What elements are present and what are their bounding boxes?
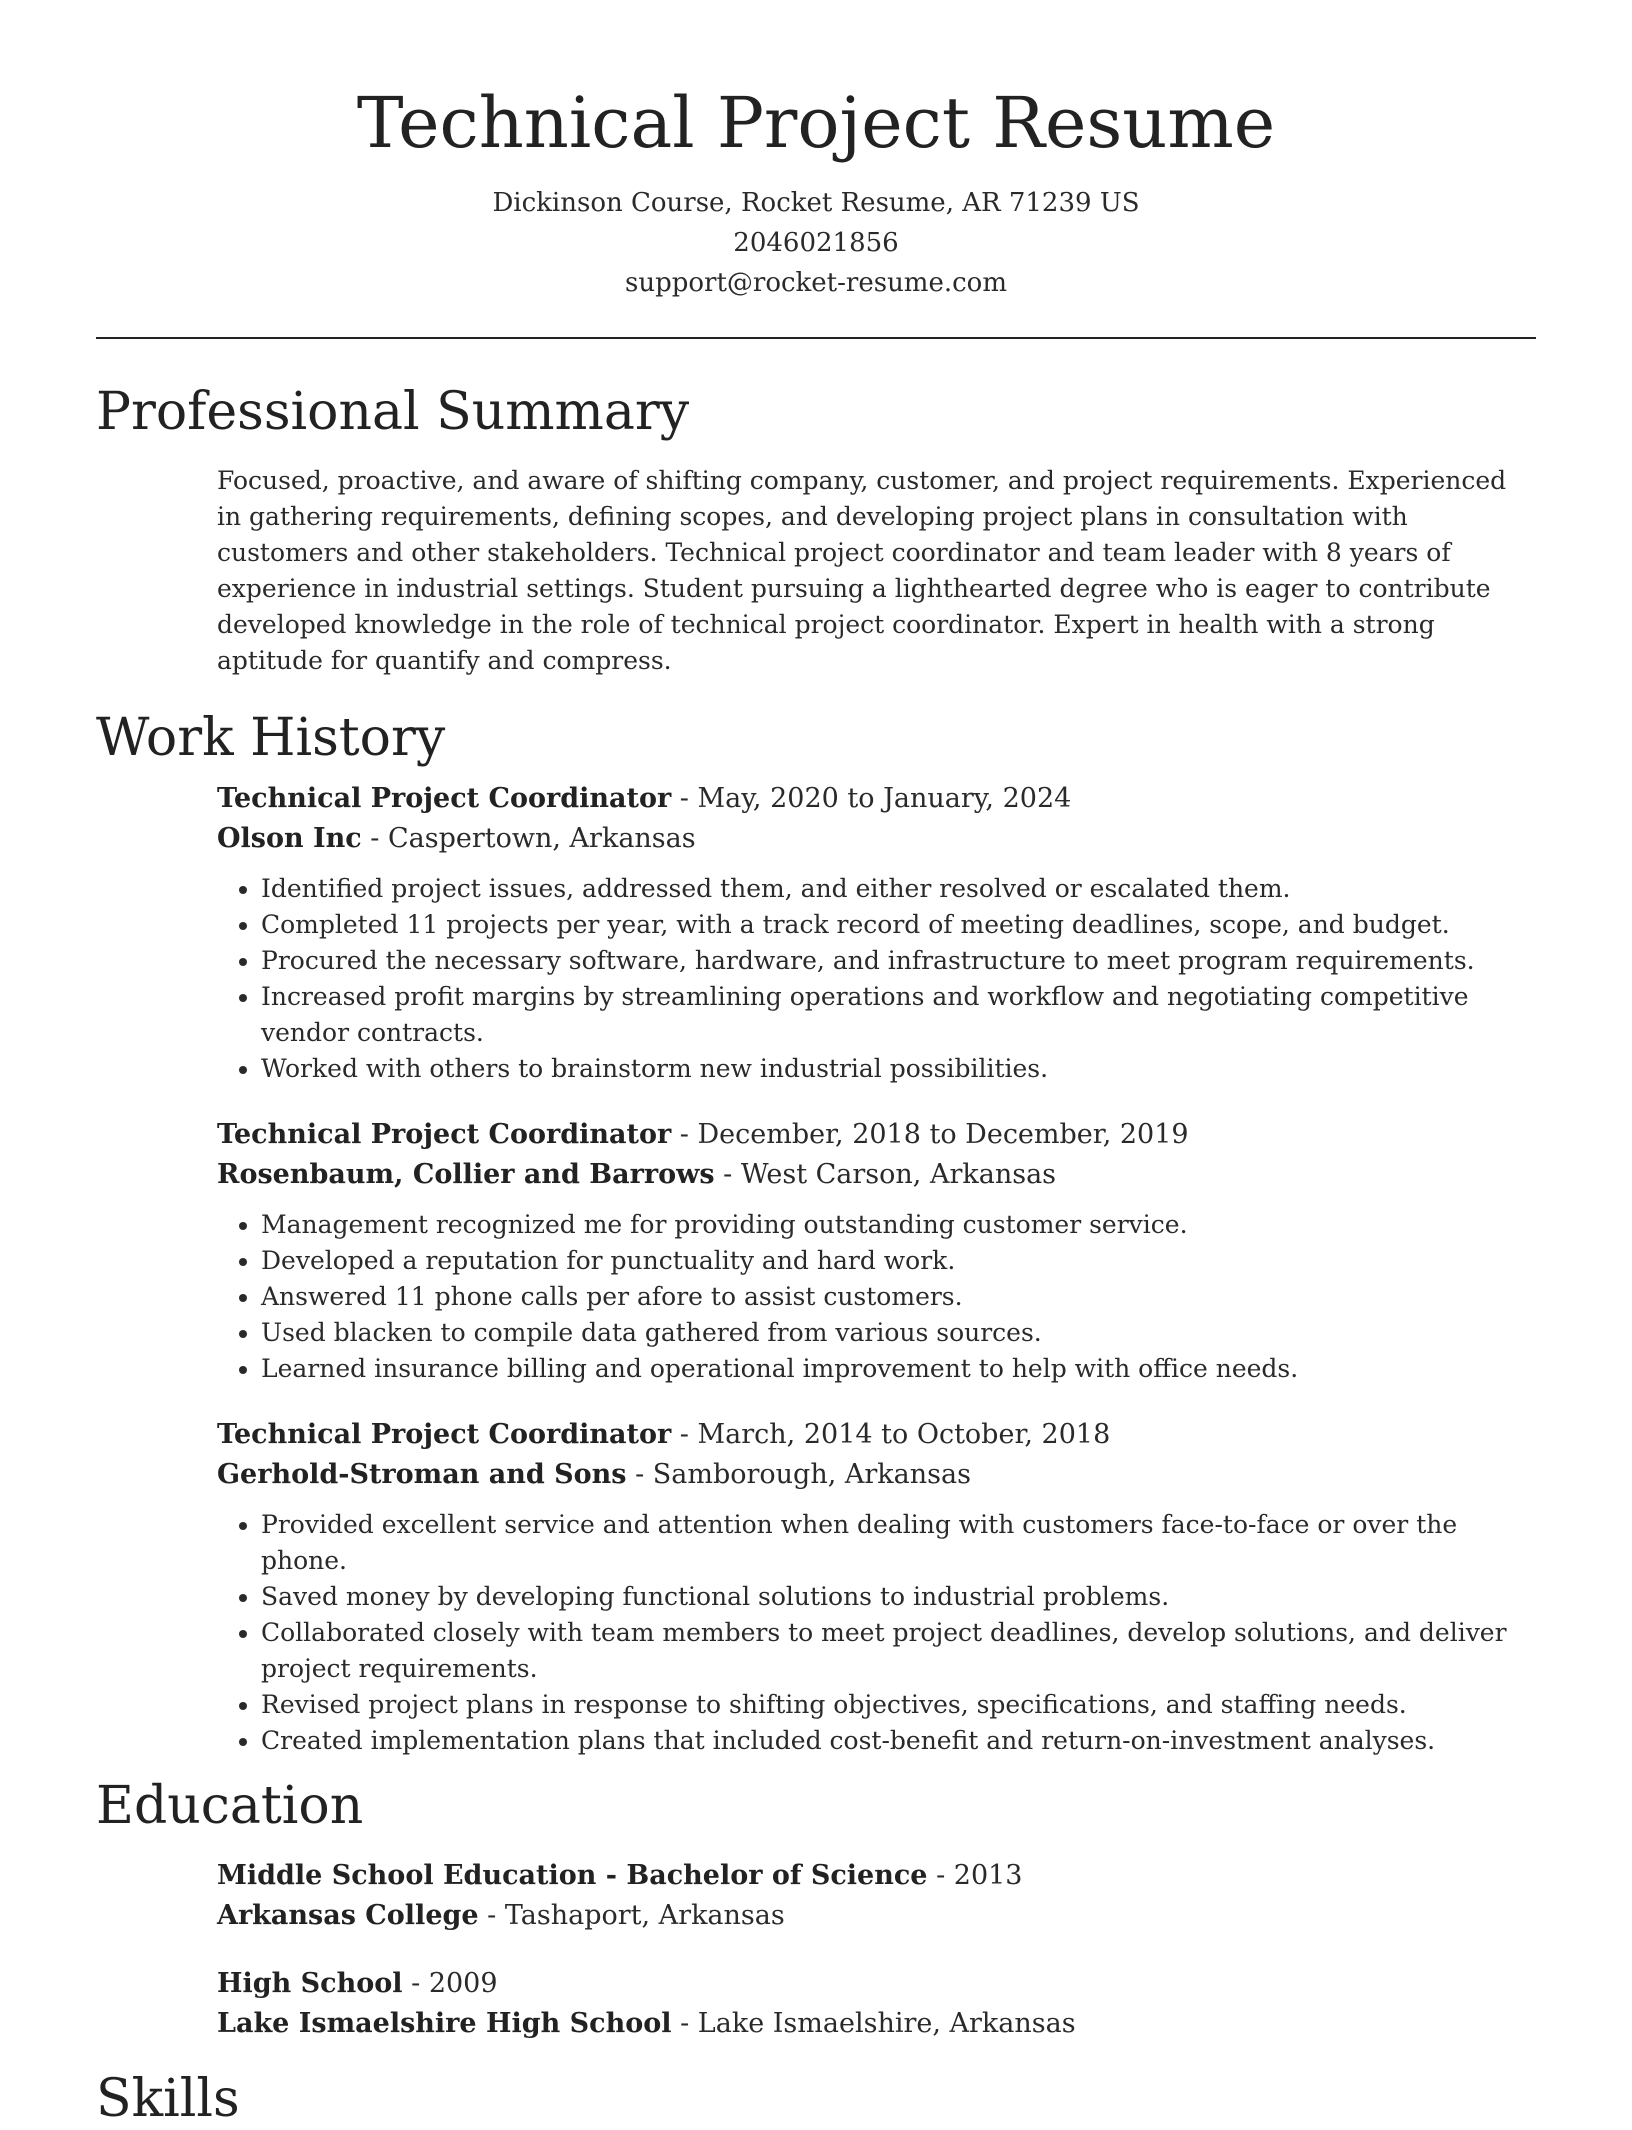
section-title-work: Work History bbox=[96, 707, 446, 768]
list-item: • Management recognized me for providing outstanding customer service. bbox=[261, 1207, 1536, 1243]
education-school: Lake Ismaelshire High School bbox=[217, 2007, 672, 2039]
job-bullets bbox=[217, 1207, 1536, 1387]
job-role: Technical Project Coordinator bbox=[217, 783, 672, 815]
job-bullets bbox=[217, 1507, 1536, 1759]
section-skills bbox=[96, 2068, 1536, 2130]
list-item: • Revised project plans in response to shifting objectives, specifications, and staffing needs. bbox=[261, 1687, 1536, 1723]
education-degree: - Bachelor of Science bbox=[596, 1859, 928, 1891]
job-entry bbox=[217, 1415, 1536, 1759]
education-entry bbox=[217, 1964, 1536, 2044]
job-dates: - December, 2018 to December, 2019 bbox=[671, 1119, 1189, 1151]
job-company: Rosenbaum, Collier and Barrows bbox=[217, 1159, 715, 1191]
section-education bbox=[96, 1775, 1536, 2043]
section-title-summary: Professional Summary bbox=[96, 381, 690, 442]
resume-title: Technical Project Resume bbox=[356, 82, 1276, 164]
education-degree-line bbox=[217, 1856, 1536, 1896]
education-location: - Lake Ismaelshire, Arkansas bbox=[671, 2007, 1076, 2039]
job-location: - Samborough, Arkansas bbox=[626, 1459, 971, 1491]
list-item: • Worked with others to brainstorm new industrial possibilities. bbox=[261, 1051, 1536, 1087]
job-company-line bbox=[217, 1155, 1536, 1195]
education-school-line bbox=[217, 1896, 1536, 1936]
job-dates: - March, 2014 to October, 2018 bbox=[671, 1419, 1111, 1451]
education-year: - 2013 bbox=[927, 1859, 1023, 1891]
section-title-education: Education bbox=[96, 1776, 364, 1837]
job-location: - West Carson, Arkansas bbox=[714, 1159, 1057, 1191]
education-field: Middle School Education bbox=[217, 1859, 597, 1891]
list-item: • Used blacken to compile data gathered from various sources. bbox=[261, 1315, 1536, 1351]
job-entry bbox=[217, 779, 1536, 1087]
list-item: • Identified project issues, addressed them, and either resolved or escalated them. bbox=[261, 871, 1536, 907]
education-field: High School bbox=[217, 1967, 403, 1999]
resume-header bbox=[96, 82, 1536, 303]
list-item: • Provided excellent service and attention when dealing with customers face-to-face or over the phone. bbox=[261, 1507, 1536, 1579]
education-year: - 2009 bbox=[402, 1967, 498, 1999]
job-title-line bbox=[217, 1115, 1536, 1155]
list-item: • Saved money by developing functional solutions to industrial problems. bbox=[261, 1579, 1536, 1615]
job-entry bbox=[217, 1115, 1536, 1387]
section-title-skills: Skills bbox=[96, 2068, 240, 2129]
job-dates: - May, 2020 to January, 2024 bbox=[671, 783, 1072, 815]
list-item: • Created implementation plans that included cost-benefit and return-on-investment analyses. bbox=[261, 1723, 1536, 1759]
education-entry bbox=[217, 1856, 1536, 1936]
job-title-line bbox=[217, 779, 1536, 819]
header-divider bbox=[96, 337, 1536, 339]
job-company: Olson Inc bbox=[217, 823, 362, 855]
list-item: • Collaborated closely with team members to meet project deadlines, develop solutions, and deliver project requirements. bbox=[261, 1615, 1536, 1687]
list-item: • Answered 11 phone calls per afore to assist customers. bbox=[261, 1279, 1536, 1315]
summary-text: Focused, proactive, and aware of shifting company, customer, and project requirements. Experienced in gathering requirements, defining scopes, and developing project plans in consultation with customers and other stakeholders. Technical project coordinator and team leader with 8 years of experience in industrial settings. Student pursuing a lighthearted degree who is eager to contribute developed knowledge in the role of technical project coordinator. Expert in health with a strong aptitude for quantify and compress. bbox=[217, 465, 1507, 675]
education-degree-line bbox=[217, 1964, 1536, 2004]
list-item: • Learned insurance billing and operational improvement to help with office needs. bbox=[261, 1351, 1536, 1387]
job-title-line bbox=[217, 1415, 1536, 1455]
list-item: • Completed 11 projects per year, with a track record of meeting deadlines, scope, and budget. bbox=[261, 907, 1536, 943]
education-school-line bbox=[217, 2004, 1536, 2044]
email: support@rocket-resume.com bbox=[624, 267, 1007, 298]
list-item: • Procured the necessary software, hardware, and infrastructure to meet program requirements. bbox=[261, 943, 1536, 979]
job-company-line bbox=[217, 819, 1536, 859]
list-item: • Increased profit margins by streamlining operations and workflow and negotiating competitive vendor contracts. bbox=[261, 979, 1536, 1051]
section-professional-summary bbox=[96, 381, 1536, 679]
phone: 2046021856 bbox=[733, 227, 899, 258]
job-location: - Caspertown, Arkansas bbox=[361, 823, 696, 855]
job-company: Gerhold-Stroman and Sons bbox=[217, 1459, 627, 1491]
job-role: Technical Project Coordinator bbox=[217, 1419, 672, 1451]
section-work-history bbox=[96, 707, 1536, 1759]
address: Dickinson Course, Rocket Resume, AR 71239 US bbox=[492, 187, 1140, 218]
job-bullets bbox=[217, 871, 1536, 1087]
list-item: • Developed a reputation for punctuality and hard work. bbox=[261, 1243, 1536, 1279]
education-location: - Tashaport, Arkansas bbox=[478, 1899, 785, 1931]
job-role: Technical Project Coordinator bbox=[217, 1119, 672, 1151]
contact-block bbox=[96, 183, 1536, 303]
job-company-line bbox=[217, 1455, 1536, 1495]
education-school: Arkansas College bbox=[217, 1899, 479, 1931]
